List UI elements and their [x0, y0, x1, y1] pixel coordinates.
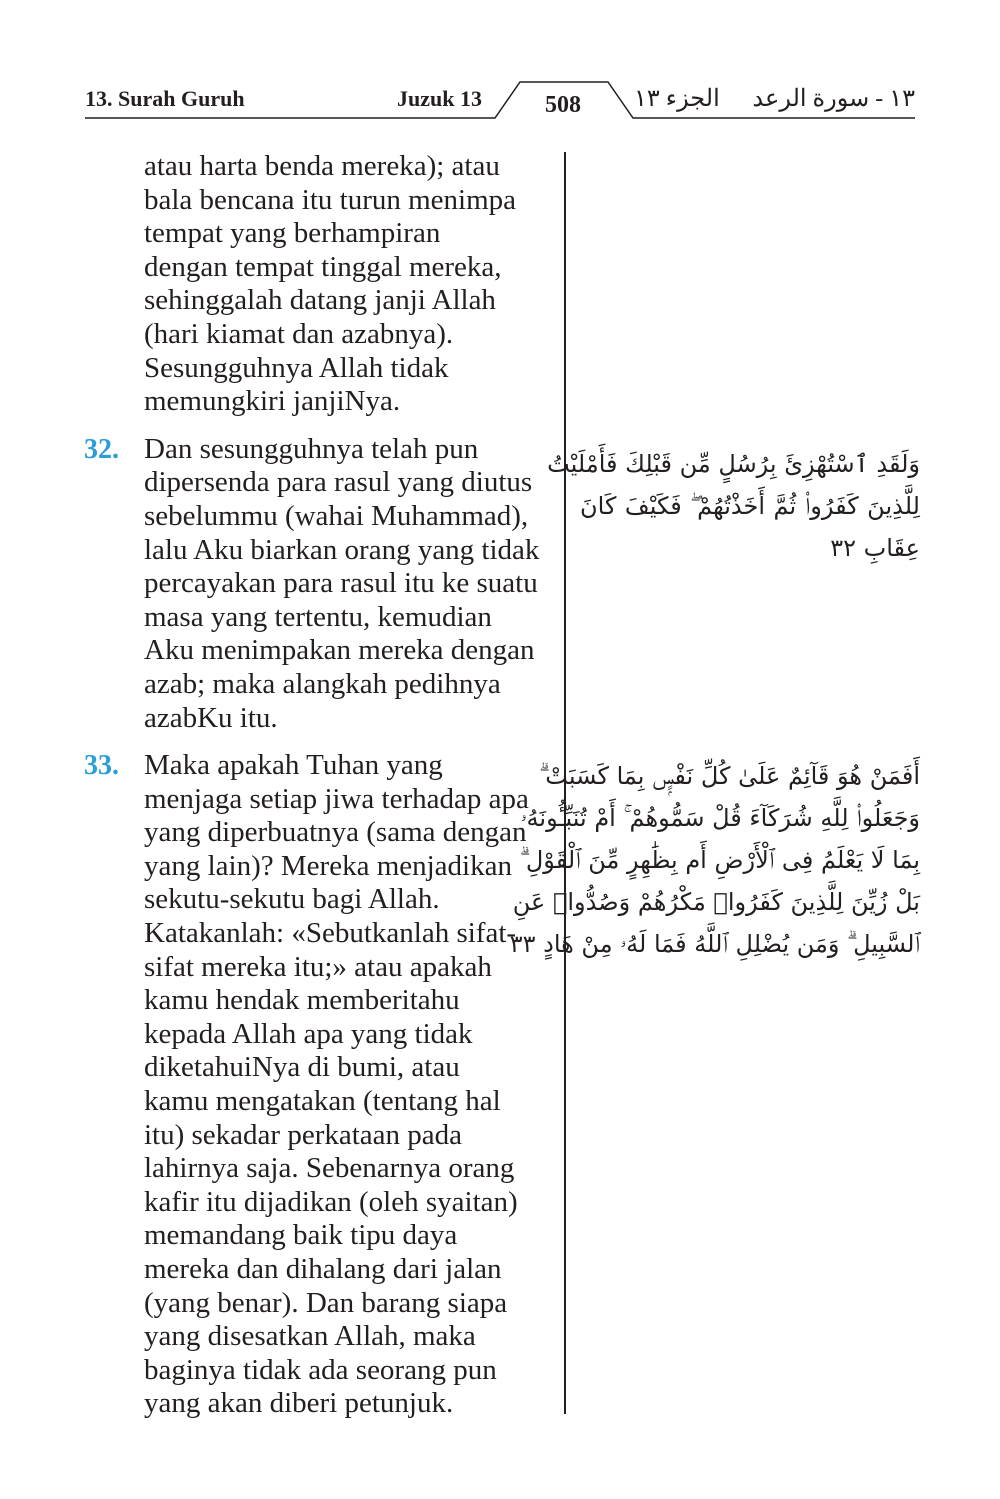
text-line: dengan tempat tinggal mereka,: [144, 250, 502, 283]
arabic-line: عِقَابِ ٣٢: [830, 534, 920, 562]
text-line: Sesungguhnya Allah tidak: [144, 351, 449, 384]
text-line: masa yang tertentu, kemudian: [144, 600, 492, 633]
text-line: kepada Allah apa yang tidak: [144, 1017, 473, 1050]
text-line: Aku menimpakan mereka dengan: [144, 634, 535, 667]
text-line: baginya tidak ada seorang pun: [144, 1353, 497, 1386]
header-page-number: 508: [545, 92, 581, 118]
text-line: azabKu itu.: [144, 701, 278, 734]
verse-number: 32.: [84, 433, 119, 465]
text-line: tempat yang berhampiran: [144, 217, 441, 250]
header-surah-arabic: ١٣ - سورة الرعد: [752, 86, 915, 112]
text-line: diketahuiNya di bumi, atau: [144, 1051, 460, 1084]
text-line: atau harta benda mereka); atau: [144, 150, 500, 182]
arabic-line: ٱلسَّبِيلِ ۗ وَمَن يُضْلِلِ ٱللَّهُ فَمَا لَهُۥ مِنْ هَادٍ ٣٣: [509, 930, 920, 958]
text-line: percayakan para rasul itu ke suatu: [144, 567, 538, 600]
text-line: itu) sekadar perkataan pada: [144, 1118, 463, 1151]
text-line: yang akan diberi petunjuk.: [144, 1387, 454, 1420]
text-line: kamu hendak memberitahu: [144, 984, 460, 1017]
header-juz-arabic: الجزء ١٣: [634, 86, 720, 112]
text-line: azab; maka alangkah pedihnya: [144, 667, 501, 700]
arabic-line: وَجَعَلُوا۟ لِلَّهِ شُرَكَآءَ قُلْ سَمُّوهُمْ ۚ أَمْ تُنَبِّـُٔونَهُۥ: [520, 804, 920, 832]
arabic-verse-32: [547, 443, 920, 569]
verse-33: [84, 749, 554, 1421]
text-line: menjaga setiap jiwa terhadap apa: [144, 782, 529, 815]
text-line: dipersenda para rasul yang diutus: [144, 466, 533, 499]
arabic-line: بِمَا لَا يَعْلَمُ فِى ٱلْأَرْضِ أَم بِظَٰهِرٍ مِّنَ ٱلْقَوْلِ ۗ: [519, 846, 920, 874]
text-line: sifat mereka itu;» atau apakah: [144, 950, 492, 983]
text-line: kamu mengatakan (tentang hal: [144, 1085, 501, 1118]
text-line: sekutu-sekutu bagi Allah.: [144, 883, 440, 916]
verse-number: 33.: [84, 750, 119, 782]
arabic-line: لِلَّذِينَ كَفَرُوا۟ ثُمَّ أَخَذْتُهُمْ ۖ فَكَيْفَ كَانَ: [580, 492, 920, 520]
text-line: (hari kiamat dan azabnya).: [144, 317, 454, 350]
arabic-line: بَلْ زُيِّنَ لِلَّذِينَ كَفَرُوا۟ مَكْرُهُمْ وَصُدُّوا۟ عَنِ: [512, 888, 920, 916]
text-line: lalu Aku biarkan orang yang tidak: [144, 533, 540, 566]
verse-32: [84, 433, 554, 735]
translation-column: [84, 150, 554, 1421]
text-line: yang diperbuatnya (sama dengan: [144, 816, 527, 849]
text-line: lahirnya saja. Sebenarnya orang: [144, 1152, 515, 1185]
text-line: yang disesatkan Allah, maka: [144, 1320, 476, 1353]
text-line: yang lain)? Mereka menjadikan: [144, 849, 512, 882]
header-rule: [0, 0, 1000, 130]
text-line: memungkiri janjiNya.: [144, 385, 401, 418]
text-line: sebelummu (wahai Muhammad),: [144, 499, 529, 532]
text-line: bala bencana itu turun menimpa: [144, 183, 517, 216]
header-juzuk-label: Juzuk 13: [397, 86, 482, 111]
continuation-block: [84, 150, 554, 419]
header-surah-label: 13. Surah Guruh: [85, 86, 245, 111]
text-line: Katakanlah: «Sebutkanlah sifat-: [144, 917, 517, 950]
text-line: kafir itu dijadikan (oleh syaitan): [144, 1185, 518, 1218]
arabic-verse-33: [509, 755, 920, 965]
arabic-line: وَلَقَدِ ٱسْتُهْزِئَ بِرُسُلٍ مِّن قَبْلِكَ فَأَمْلَيْتُ: [547, 450, 920, 478]
text-line: (yang benar). Dan barang siapa: [144, 1286, 508, 1319]
text-line: Dan sesungguhnya telah pun: [144, 432, 479, 465]
text-line: Maka apakah Tuhan yang: [144, 749, 443, 782]
text-line: sehinggalah datang janji Allah: [144, 284, 496, 317]
arabic-line: أَفَمَنْ هُوَ قَآئِمٌ عَلَىٰ كُلِّ نَفْسٍۭ بِمَا كَسَبَتْ ۗ: [539, 762, 920, 790]
text-line: mereka dan dihalang dari jalan: [144, 1253, 502, 1285]
text-line: memandang baik tipu daya: [144, 1219, 458, 1252]
